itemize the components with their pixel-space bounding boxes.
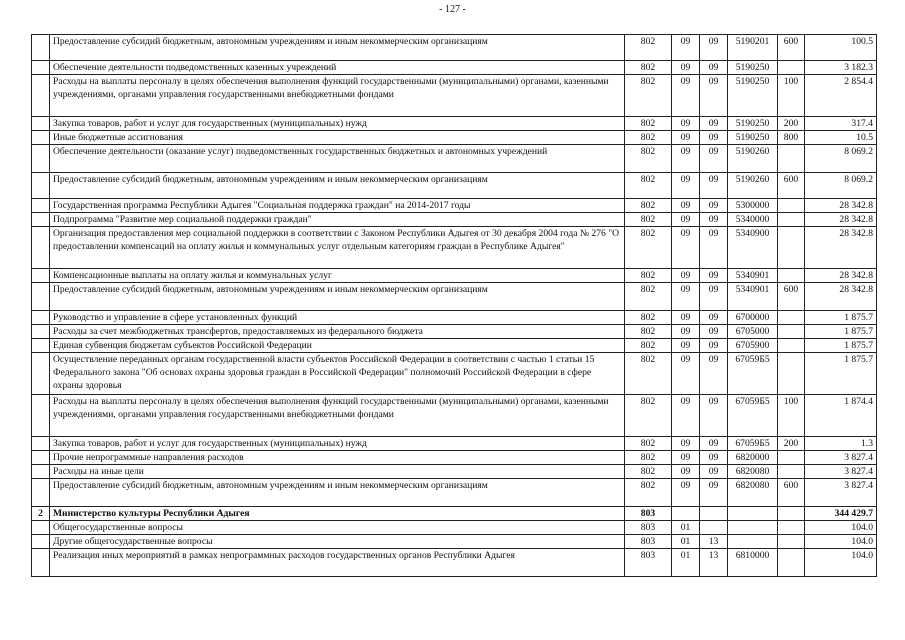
- section-code: 01: [672, 535, 700, 549]
- table-row: [32, 521, 877, 535]
- expense-description: Расходы на выплаты персоналу в целях обеспечения выполнения функций государственными (муниципальными) органами, казенными учреждениями, органами управления государственными внебюджетными фондами: [50, 75, 625, 117]
- target-article-code: 5190250: [728, 75, 778, 117]
- expense-description: Организация предоставления мер социальной поддержки в соответствии с Законом Республики Адыгея от 30 декабря 2004 года № 276 "О предоставлении компенсаций на оплату жилья и коммунальных услуг отдельным категориям граждан в Республике Адыгея": [50, 227, 625, 269]
- subsection-code: 09: [700, 75, 728, 117]
- target-article-code: 5340000: [728, 213, 778, 227]
- section-code: 09: [672, 173, 700, 199]
- expense-type-code: [778, 61, 805, 75]
- target-article-code: 67059Б5: [728, 353, 778, 395]
- expense-description: Прочие непрограммные направления расходов: [50, 451, 625, 465]
- section-code: 09: [672, 395, 700, 437]
- subsection-code: 09: [700, 227, 728, 269]
- amount: 1.3: [805, 437, 877, 451]
- row-number: [32, 117, 50, 131]
- expense-description: Министерство культуры Республики Адыгея: [50, 507, 625, 521]
- department-code: 802: [625, 283, 672, 311]
- department-code: 802: [625, 465, 672, 479]
- target-article-code: 5190201: [728, 35, 778, 61]
- expense-description: Подпрограмма "Развитие мер социальной поддержки граждан": [50, 213, 625, 227]
- subsection-code: 13: [700, 535, 728, 549]
- expense-description: Предоставление субсидий бюджетным, автономным учреждениям и иным некоммерческим организациям: [50, 35, 625, 61]
- department-code: 802: [625, 269, 672, 283]
- section-code: 09: [672, 311, 700, 325]
- section-code: 09: [672, 227, 700, 269]
- subsection-code: 13: [700, 549, 728, 577]
- target-article-code: [728, 507, 778, 521]
- table-row: [32, 35, 877, 61]
- row-number: [32, 131, 50, 145]
- amount: 1 875.7: [805, 325, 877, 339]
- expense-description: Предоставление субсидий бюджетным, автономным учреждениям и иным некоммерческим организациям: [50, 479, 625, 507]
- amount: 104.0: [805, 521, 877, 535]
- target-article-code: 5340900: [728, 227, 778, 269]
- amount: 3 827.4: [805, 479, 877, 507]
- table-row: [32, 339, 877, 353]
- subsection-code: [700, 507, 728, 521]
- department-code: 802: [625, 199, 672, 213]
- department-code: 802: [625, 117, 672, 131]
- table-row: [32, 353, 877, 395]
- subsection-code: 09: [700, 395, 728, 437]
- amount: 1 874.4: [805, 395, 877, 437]
- department-code: 803: [625, 535, 672, 549]
- target-article-code: 6700000: [728, 311, 778, 325]
- amount: 28 342.8: [805, 227, 877, 269]
- department-code: 802: [625, 437, 672, 451]
- section-code: 09: [672, 325, 700, 339]
- department-code: 802: [625, 75, 672, 117]
- target-article-code: 6705900: [728, 339, 778, 353]
- department-code: 802: [625, 145, 672, 173]
- expense-description: Расходы на выплаты персоналу в целях обеспечения выполнения функций государственными (муниципальными) органами, казенными учреждениями, органами управления государственными внебюджетными фондами: [50, 395, 625, 437]
- table-row: [32, 465, 877, 479]
- expense-description: Компенсационные выплаты на оплату жилья и коммунальных услуг: [50, 269, 625, 283]
- subsection-code: 09: [700, 465, 728, 479]
- target-article-code: 5300000: [728, 199, 778, 213]
- amount: 28 342.8: [805, 199, 877, 213]
- row-number: [32, 437, 50, 451]
- expense-type-code: 200: [778, 117, 805, 131]
- subsection-code: 09: [700, 437, 728, 451]
- row-number: [32, 173, 50, 199]
- page-number: - 127 -: [439, 4, 466, 15]
- expense-description: Расходы на иные цели: [50, 465, 625, 479]
- section-code: 09: [672, 339, 700, 353]
- expense-type-code: [778, 339, 805, 353]
- target-article-code: 5190260: [728, 173, 778, 199]
- target-article-code: 67059Б5: [728, 395, 778, 437]
- row-number: [32, 353, 50, 395]
- department-code: 803: [625, 549, 672, 577]
- target-article-code: 67059Б5: [728, 437, 778, 451]
- row-number: [32, 549, 50, 577]
- table-row: [32, 325, 877, 339]
- expense-type-code: [778, 353, 805, 395]
- subsection-code: 09: [700, 131, 728, 145]
- expense-description: Реализация иных мероприятий в рамках непрограммных расходов государственных органов Республики Адыгея: [50, 549, 625, 577]
- expense-description: Другие общегосударственные вопросы: [50, 535, 625, 549]
- amount: 8 069.2: [805, 145, 877, 173]
- expense-description: Осуществление переданных органам государственной власти субъектов Российской Федерации в соответствии с частью 1 статьи 15 Федерального закона "Об основах охраны здоровья граждан в Российской Федерации" полномочий Российской Федерации в сфере охраны здоровья: [50, 353, 625, 395]
- expense-description: Руководство и управление в сфере установленных функций: [50, 311, 625, 325]
- expense-description: Общегосударственные вопросы: [50, 521, 625, 535]
- amount: 3 182.3: [805, 61, 877, 75]
- expense-type-code: [778, 507, 805, 521]
- section-code: 09: [672, 437, 700, 451]
- row-number: 2: [32, 507, 50, 521]
- table-row: [32, 437, 877, 451]
- expense-type-code: 600: [778, 479, 805, 507]
- amount: 28 342.8: [805, 283, 877, 311]
- expense-description: Обеспечение деятельности подведомственных казенных учреждений: [50, 61, 625, 75]
- amount: 3 827.4: [805, 465, 877, 479]
- table-row: [32, 173, 877, 199]
- expense-description: Расходы за счет межбюджетных трансфертов, предоставляемых из федерального бюджета: [50, 325, 625, 339]
- section-code: 09: [672, 465, 700, 479]
- amount: 8 069.2: [805, 173, 877, 199]
- expense-type-code: 600: [778, 173, 805, 199]
- department-code: 802: [625, 479, 672, 507]
- department-code: 802: [625, 339, 672, 353]
- subsection-code: [700, 521, 728, 535]
- table-row: [32, 535, 877, 549]
- subsection-code: 09: [700, 61, 728, 75]
- expense-type-code: [778, 451, 805, 465]
- amount: 1 875.7: [805, 353, 877, 395]
- row-number: [32, 75, 50, 117]
- expense-type-code: [778, 269, 805, 283]
- subsection-code: 09: [700, 199, 728, 213]
- department-code: 802: [625, 353, 672, 395]
- expense-description: Государственная программа Республики Адыгея "Социальная поддержка граждан" на 2014-2017 годы: [50, 199, 625, 213]
- amount: 1 875.7: [805, 311, 877, 325]
- target-article-code: 5190250: [728, 61, 778, 75]
- section-code: 09: [672, 269, 700, 283]
- target-article-code: 6810000: [728, 549, 778, 577]
- table-row: [32, 269, 877, 283]
- row-number: [32, 35, 50, 61]
- expense-type-code: 200: [778, 437, 805, 451]
- section-code: 01: [672, 521, 700, 535]
- target-article-code: 5190250: [728, 131, 778, 145]
- expense-type-code: [778, 521, 805, 535]
- subsection-code: 09: [700, 213, 728, 227]
- section-code: 09: [672, 213, 700, 227]
- section-code: [672, 507, 700, 521]
- amount: 3 827.4: [805, 451, 877, 465]
- subsection-code: 09: [700, 451, 728, 465]
- amount: 344 429.7: [805, 507, 877, 521]
- department-code: 802: [625, 311, 672, 325]
- table-row: [32, 75, 877, 117]
- row-number: [32, 61, 50, 75]
- row-number: [32, 283, 50, 311]
- subsection-code: 09: [700, 117, 728, 131]
- section-code: 09: [672, 479, 700, 507]
- row-number: [32, 311, 50, 325]
- expense-type-code: [778, 535, 805, 549]
- department-code: 802: [625, 451, 672, 465]
- expense-type-code: 600: [778, 35, 805, 61]
- subsection-code: 09: [700, 339, 728, 353]
- amount: 10.5: [805, 131, 877, 145]
- table-row: [32, 131, 877, 145]
- row-number: [32, 479, 50, 507]
- department-code: 802: [625, 61, 672, 75]
- table-row: [32, 145, 877, 173]
- section-code: 09: [672, 35, 700, 61]
- row-number: [32, 325, 50, 339]
- table-row: [32, 549, 877, 577]
- target-article-code: 5340901: [728, 283, 778, 311]
- row-number: [32, 145, 50, 173]
- table-row: [32, 283, 877, 311]
- subsection-code: 09: [700, 35, 728, 61]
- expense-type-code: 800: [778, 131, 805, 145]
- section-code: 09: [672, 451, 700, 465]
- amount: 28 342.8: [805, 213, 877, 227]
- table-row: [32, 117, 877, 131]
- target-article-code: 5190260: [728, 145, 778, 173]
- target-article-code: 6820080: [728, 479, 778, 507]
- section-code: 09: [672, 283, 700, 311]
- department-code: 802: [625, 35, 672, 61]
- target-article-code: [728, 521, 778, 535]
- amount: 317.4: [805, 117, 877, 131]
- department-code: 802: [625, 173, 672, 199]
- budget-table: [31, 34, 877, 577]
- expense-description: Закупка товаров, работ и услуг для государственных (муниципальных) нужд: [50, 117, 625, 131]
- table-row: [32, 61, 877, 75]
- expense-type-code: 100: [778, 75, 805, 117]
- row-number: [32, 535, 50, 549]
- table-row: [32, 199, 877, 213]
- amount: 2 854.4: [805, 75, 877, 117]
- department-code: 802: [625, 131, 672, 145]
- table-row: [32, 451, 877, 465]
- expense-type-code: [778, 145, 805, 173]
- expense-description: Закупка товаров, работ и услуг для государственных (муниципальных) нужд: [50, 437, 625, 451]
- expense-type-code: [778, 325, 805, 339]
- amount: 104.0: [805, 549, 877, 577]
- section-code: 09: [672, 199, 700, 213]
- subsection-code: 09: [700, 325, 728, 339]
- row-number: [32, 339, 50, 353]
- row-number: [32, 213, 50, 227]
- row-number: [32, 269, 50, 283]
- section-code: 09: [672, 353, 700, 395]
- expense-type-code: [778, 199, 805, 213]
- department-code: 802: [625, 395, 672, 437]
- row-number: [32, 227, 50, 269]
- table-row: [32, 213, 877, 227]
- row-number: [32, 395, 50, 437]
- row-number: [32, 199, 50, 213]
- expense-type-code: [778, 549, 805, 577]
- subsection-code: 09: [700, 353, 728, 395]
- table-row: [32, 395, 877, 437]
- subsection-code: 09: [700, 283, 728, 311]
- target-article-code: [728, 535, 778, 549]
- section-code: 09: [672, 131, 700, 145]
- row-number: [32, 521, 50, 535]
- expense-type-code: 600: [778, 283, 805, 311]
- section-code: 09: [672, 145, 700, 173]
- expense-description: Единая субвенция бюджетам субъектов Российской Федерации: [50, 339, 625, 353]
- table-row: [32, 507, 877, 521]
- subsection-code: 09: [700, 145, 728, 173]
- section-code: 01: [672, 549, 700, 577]
- expense-type-code: [778, 311, 805, 325]
- amount: 1 875.7: [805, 339, 877, 353]
- subsection-code: 09: [700, 479, 728, 507]
- department-code: 802: [625, 227, 672, 269]
- department-code: 803: [625, 521, 672, 535]
- target-article-code: 6820000: [728, 451, 778, 465]
- section-code: 09: [672, 117, 700, 131]
- target-article-code: 6705000: [728, 325, 778, 339]
- department-code: 803: [625, 507, 672, 521]
- expense-description: Предоставление субсидий бюджетным, автономным учреждениям и иным некоммерческим организациям: [50, 173, 625, 199]
- target-article-code: 6820080: [728, 465, 778, 479]
- expense-type-code: 100: [778, 395, 805, 437]
- row-number: [32, 451, 50, 465]
- target-article-code: 5340901: [728, 269, 778, 283]
- subsection-code: 09: [700, 311, 728, 325]
- target-article-code: 5190250: [728, 117, 778, 131]
- subsection-code: 09: [700, 173, 728, 199]
- subsection-code: 09: [700, 269, 728, 283]
- expense-type-code: [778, 227, 805, 269]
- expense-description: Предоставление субсидий бюджетным, автономным учреждениям и иным некоммерческим организациям: [50, 283, 625, 311]
- expense-type-code: [778, 465, 805, 479]
- department-code: 802: [625, 325, 672, 339]
- section-code: 09: [672, 75, 700, 117]
- row-number: [32, 465, 50, 479]
- amount: 28 342.8: [805, 269, 877, 283]
- expense-description: Иные бюджетные ассигнования: [50, 131, 625, 145]
- amount: 104.0: [805, 535, 877, 549]
- section-code: 09: [672, 61, 700, 75]
- table-row: [32, 227, 877, 269]
- amount: 100.5: [805, 35, 877, 61]
- table-row: [32, 479, 877, 507]
- table-row: [32, 311, 877, 325]
- department-code: 802: [625, 213, 672, 227]
- expense-description: Обеспечение деятельности (оказание услуг) подведомственных государственных бюджетных и автономных учреждений: [50, 145, 625, 173]
- expense-type-code: [778, 213, 805, 227]
